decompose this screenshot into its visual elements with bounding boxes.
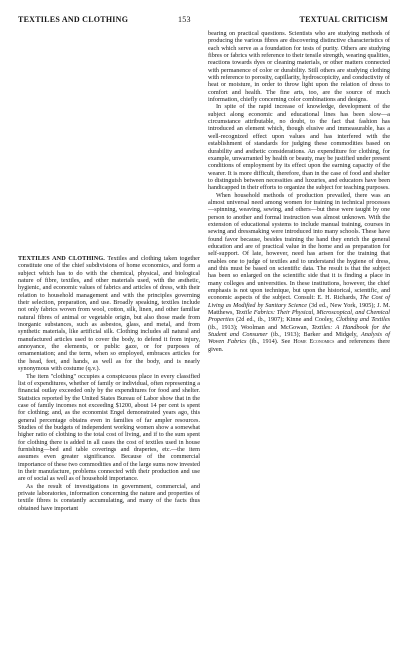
entry-text-1: Textiles and clothing taken together constitute one of the chief subdivisions of home economics, and form a subject which has to do with the chemical, physical, and biological nature of fibre, textiles, and other materials used, with the æsthetic, hygienic, and economic values of fabrics and articles of dress, with their relation to household management and with the principles governing their selection, preparation, and use. Broadly speaking, textiles include not only fabrics woven from wool, cotton, silk, linen, and other familiar natural fibres of animal or vegetable origin, but also those made from inorganic substances, such as asbestos, glass, and metal, and from synthetic materials, like artificial silk. Clothing includes all natural and manufactured articles used to cover the body, to defend it from injury, annoyance, the elements, or public gaze, or for purposes of ornamentation; and the term, when so employed, embraces articles for the head, feet, and hands, as well as for the body, and is nearly synonymous with costume (q.v.). xyxy=(18,255,200,373)
reference-text-5: (ib., 1914). See xyxy=(246,338,294,346)
paragraph-household-methods xyxy=(208,192,390,354)
reference-title-5: Analysis of Woven Fabrics xyxy=(208,331,391,346)
paragraph-text: When household methods of production prevailed, there was an almost universal need among women for training in technical processes—spinning, weaving, sewing, and others—but these were taught by one person to another and formal instruction was almost unknown. With the extension of educational systems to include manual training, courses in sewing and dressmaking were introduced into many schools. These have found favor because, besides training the hand they enrich the general education and are of practical value in the home and as preparation for self-support. Of late, however, need has arisen for the training that enables one to judge of textiles and to understand the hygiene of dress, and this must be based on scientific data. The result is that the subject has been so enlarged on the scientific side that it is finding a place in many colleges and universities. In these institutions, however, the chief emphasis is not upon technique, but upon the historical, scientific, and economic aspects of the subject. Consult: E. H. Richards, xyxy=(208,191,390,302)
reference-title-4: Textiles: A Handbook for the Student and Consumer xyxy=(208,323,390,339)
right-column xyxy=(208,30,390,353)
reference-title-3: Clothing and Textiles xyxy=(335,316,390,324)
entry-paragraph-1 xyxy=(18,255,200,373)
running-header xyxy=(18,15,388,27)
reference-title-2: Textile Fabrics: Their Physical, Microscopical, and Chemical Properties xyxy=(208,309,390,324)
page-number: 153 xyxy=(178,15,191,24)
running-head-right: TEXTUAL CRITICISM xyxy=(299,15,388,24)
entry-paragraph-3: As the result of investigations in government, commercial, and private laboratories, information concerning the nature and properties of textile fibres is constantly accumulating, and many of the facts thus obtained have important xyxy=(18,482,200,512)
closing-text: and references there given. xyxy=(208,338,391,353)
paragraph-development: In spite of the rapid increase of knowledge, development of the subject along economic and educational lines has been slow—a circumstance attributable, no doubt, to the fact that fashion has introduced an element which, though elusive and immeasurable, has a well-recognized effect upon values and has interfered with the establishment of standards for judging these commodities based on durability and æsthetic considerations. An expenditure for clothing, for example, unwarranted by health or beauty, may be justified under present conditions of employment by its effect upon the earning capacity of the wearer. It is more difficult, therefore, than in the case of food and shelter to distinguish between necessities and luxuries, and educators have been handicapped in their efforts to organize the subject for teaching purposes. xyxy=(208,103,390,192)
reference-text-4: (ib., 1913); Barker and Midgely, xyxy=(267,331,362,339)
running-head-left: TEXTILES AND CLOTHING xyxy=(18,15,129,24)
reference-title-1: The Cost of Living as Modified by Sanitary Science xyxy=(208,294,390,309)
left-column xyxy=(18,255,200,512)
continued-paragraph: bearing on practical questions. Scientists who are studying methods of producing the various fibres are discovering distinctive characteristics of each which serve as a foundation for tests of purity. Others are studying fibres or fabrics with reference to their tensile strength, wearing qualities, reactions towards dyes or cleaning materials, or other matters connected with permanence of color or durability. Still others are studying clothing with reference to porosity, capillarity, hydroscopicity, and conductivity of heat or moisture, in order to throw light upon the relation of dress to comfort and health. The fine arts, too, are the source of much information, chiefly concerning color combinations and designs. xyxy=(208,30,390,104)
entry-paragraph-2: The item "clothing" occupies a conspicuous place in every classified list of expenditures, whether of family or individual, often representing a financial outlay exceeded only by the expenditures for food and shelter. Statistics reported by the United States Bureau of Labor show that in the case of family incomes not exceeding $1200, about 14 per cent is spent for clothing; and, as the economist Engel demonstrated years ago, this general percentage obtains even in families of far ampler resources. Studies of the budgets of independent working women show a somewhat higher ratio of clothing to the total cost of living, and if to the sum spent for clothing there is added in all cases the cost of textiles used in house furnishing—bed and table coverings and draperies, etc.—the item assumes even greater significance. Because of the commercial importance of these two commodities and of the large sums now invested in their manufacture, problems connected with their production and use are of social as well as of household importance. xyxy=(18,372,200,483)
reference-text-3: (ib., 1913); Woolman and McGowan, xyxy=(208,323,312,331)
reference-text-2: (2d ed., ib., 1907); Kinne and Cooley, xyxy=(233,316,336,324)
reference-text-1: (3d ed., New York, 1905); J. M. Matthews, xyxy=(208,301,391,317)
entry-title: TEXTILES AND CLOTHING. xyxy=(18,255,105,262)
see-also-link[interactable]: Home Economics xyxy=(293,338,335,346)
